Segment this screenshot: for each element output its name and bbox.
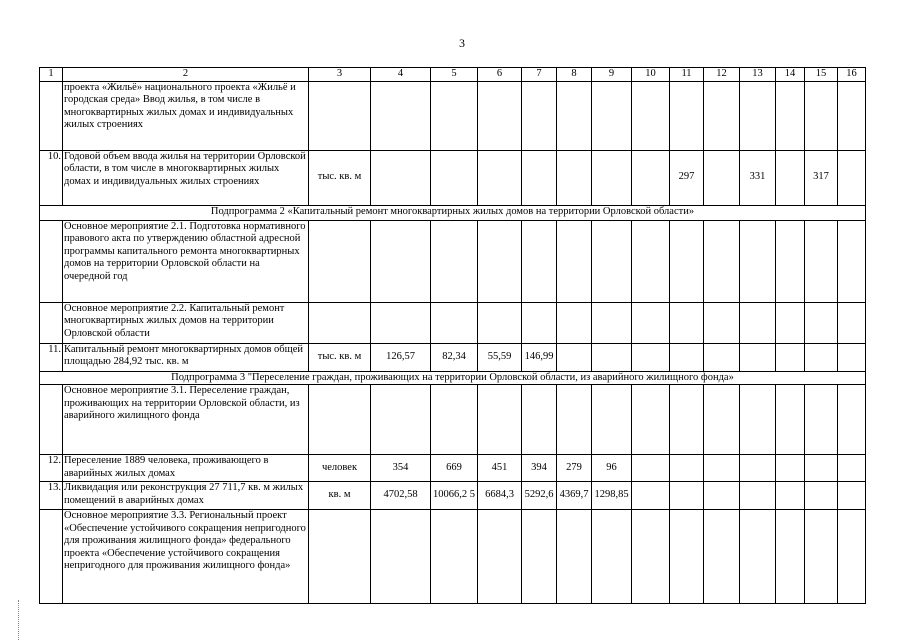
table-row bbox=[40, 302, 866, 343]
table-row bbox=[40, 482, 866, 510]
row-text: Основное мероприятие 3.1. Переселение граждан, проживающих на территории Орловской области, из аварийного жилищного фонда bbox=[63, 385, 309, 455]
header-cell: 3 bbox=[309, 68, 371, 82]
value-cell: 394 bbox=[522, 455, 557, 482]
header-cell: 8 bbox=[557, 68, 592, 82]
row-text: Годовой объем ввода жилья на территории Орловской области, в том числе в многоквартирных жилых домах и индивидуальных жилых строениях bbox=[63, 150, 309, 205]
page-number: 3 bbox=[459, 36, 465, 50]
table-row bbox=[40, 385, 866, 455]
row-unit: тыс. кв. м bbox=[309, 343, 371, 371]
value-cell: 279 bbox=[557, 455, 592, 482]
header-cell: 12 bbox=[704, 68, 740, 82]
value-cell: 4702,58 bbox=[371, 482, 431, 510]
table-row bbox=[40, 220, 866, 302]
subprogram-row bbox=[40, 371, 866, 385]
row-number: 13. bbox=[40, 482, 63, 510]
row-text: Переселение 1889 человека, проживающего в аварийных жилых домах bbox=[63, 455, 309, 482]
value-cell: 55,59 bbox=[478, 343, 522, 371]
row-text: проекта «Жильё» национального проекта «Жильё и городская среда» Ввод жилья, в том числе в многоквартирных жилых домах и индивидуальных жилых строениях bbox=[63, 81, 309, 150]
value-cell: 126,57 bbox=[371, 343, 431, 371]
value-cell: 317 bbox=[805, 150, 838, 205]
value-cell: 451 bbox=[478, 455, 522, 482]
value-cell: 5292,6 bbox=[522, 482, 557, 510]
value-cell: 669 bbox=[431, 455, 478, 482]
header-cell: 16 bbox=[838, 68, 866, 82]
value-cell: 1298,85 bbox=[592, 482, 632, 510]
header-cell: 2 bbox=[63, 68, 309, 82]
subprogram-title: Подпрограмма 2 «Капитальный ремонт многоквартирных жилых домов на территории Орловской области» bbox=[40, 205, 866, 220]
table-row bbox=[40, 455, 866, 482]
table-row bbox=[40, 510, 866, 604]
table-row bbox=[40, 150, 866, 205]
header-cell: 10 bbox=[632, 68, 670, 82]
value-cell: 146,99 bbox=[522, 343, 557, 371]
scan-artifact-line bbox=[18, 600, 20, 640]
value-cell: 10066,2 5 bbox=[431, 482, 478, 510]
row-number: 12. bbox=[40, 455, 63, 482]
row-unit: тыс. кв. м bbox=[309, 150, 371, 205]
header-cell: 9 bbox=[592, 68, 632, 82]
subprogram-row bbox=[40, 205, 866, 220]
header-cell: 5 bbox=[431, 68, 478, 82]
row-text: Капитальный ремонт многоквартирных домов общей площадью 284,92 тыс. кв. м bbox=[63, 343, 309, 371]
value-cell: 82,34 bbox=[431, 343, 478, 371]
value-cell: 297 bbox=[670, 150, 704, 205]
header-cell: 7 bbox=[522, 68, 557, 82]
value-cell: 96 bbox=[592, 455, 632, 482]
header-row bbox=[40, 68, 866, 82]
header-cell: 11 bbox=[670, 68, 704, 82]
row-text: Основное мероприятие 2.1. Подготовка нормативного правового акта по утверждению областной адресной программы капитального ремонта многоквартирных домов на территории Орловской области на очередной год bbox=[63, 220, 309, 302]
table-row bbox=[40, 81, 866, 150]
header-cell: 13 bbox=[740, 68, 776, 82]
header-cell: 1 bbox=[40, 68, 63, 82]
header-cell: 6 bbox=[478, 68, 522, 82]
value-cell: 6684,3 bbox=[478, 482, 522, 510]
subprogram-title: Подпрограмма 3 "Переселение граждан, проживающих на территории Орловской области, из аварийного жилищного фонда» bbox=[40, 371, 866, 385]
row-number: 10. bbox=[40, 150, 63, 205]
table-row bbox=[40, 343, 866, 371]
row-unit: человек bbox=[309, 455, 371, 482]
value-cell: 331 bbox=[740, 150, 776, 205]
row-text: Основное мероприятие 3.3. Региональный проект «Обеспечение устойчивого сокращения непригодного для проживания жилищного фонда» федерального проекта «Обеспечение устойчивого сокращения непригодного для проживания жилищного фонда» bbox=[63, 510, 309, 604]
header-cell: 14 bbox=[776, 68, 805, 82]
row-text: Ликвидация или реконструкция 27 711,7 кв. м жилых помещений в аварийных домах bbox=[63, 482, 309, 510]
row-text: Основное мероприятие 2.2. Капитальный ремонт многоквартирных жилых домов на территории Орловской области bbox=[63, 302, 309, 343]
row-unit: кв. м bbox=[309, 482, 371, 510]
row-number: 11. bbox=[40, 343, 63, 371]
header-cell: 4 bbox=[371, 68, 431, 82]
header-cell: 15 bbox=[805, 68, 838, 82]
indicators-table bbox=[39, 67, 866, 604]
value-cell: 354 bbox=[371, 455, 431, 482]
value-cell: 4369,7 bbox=[557, 482, 592, 510]
